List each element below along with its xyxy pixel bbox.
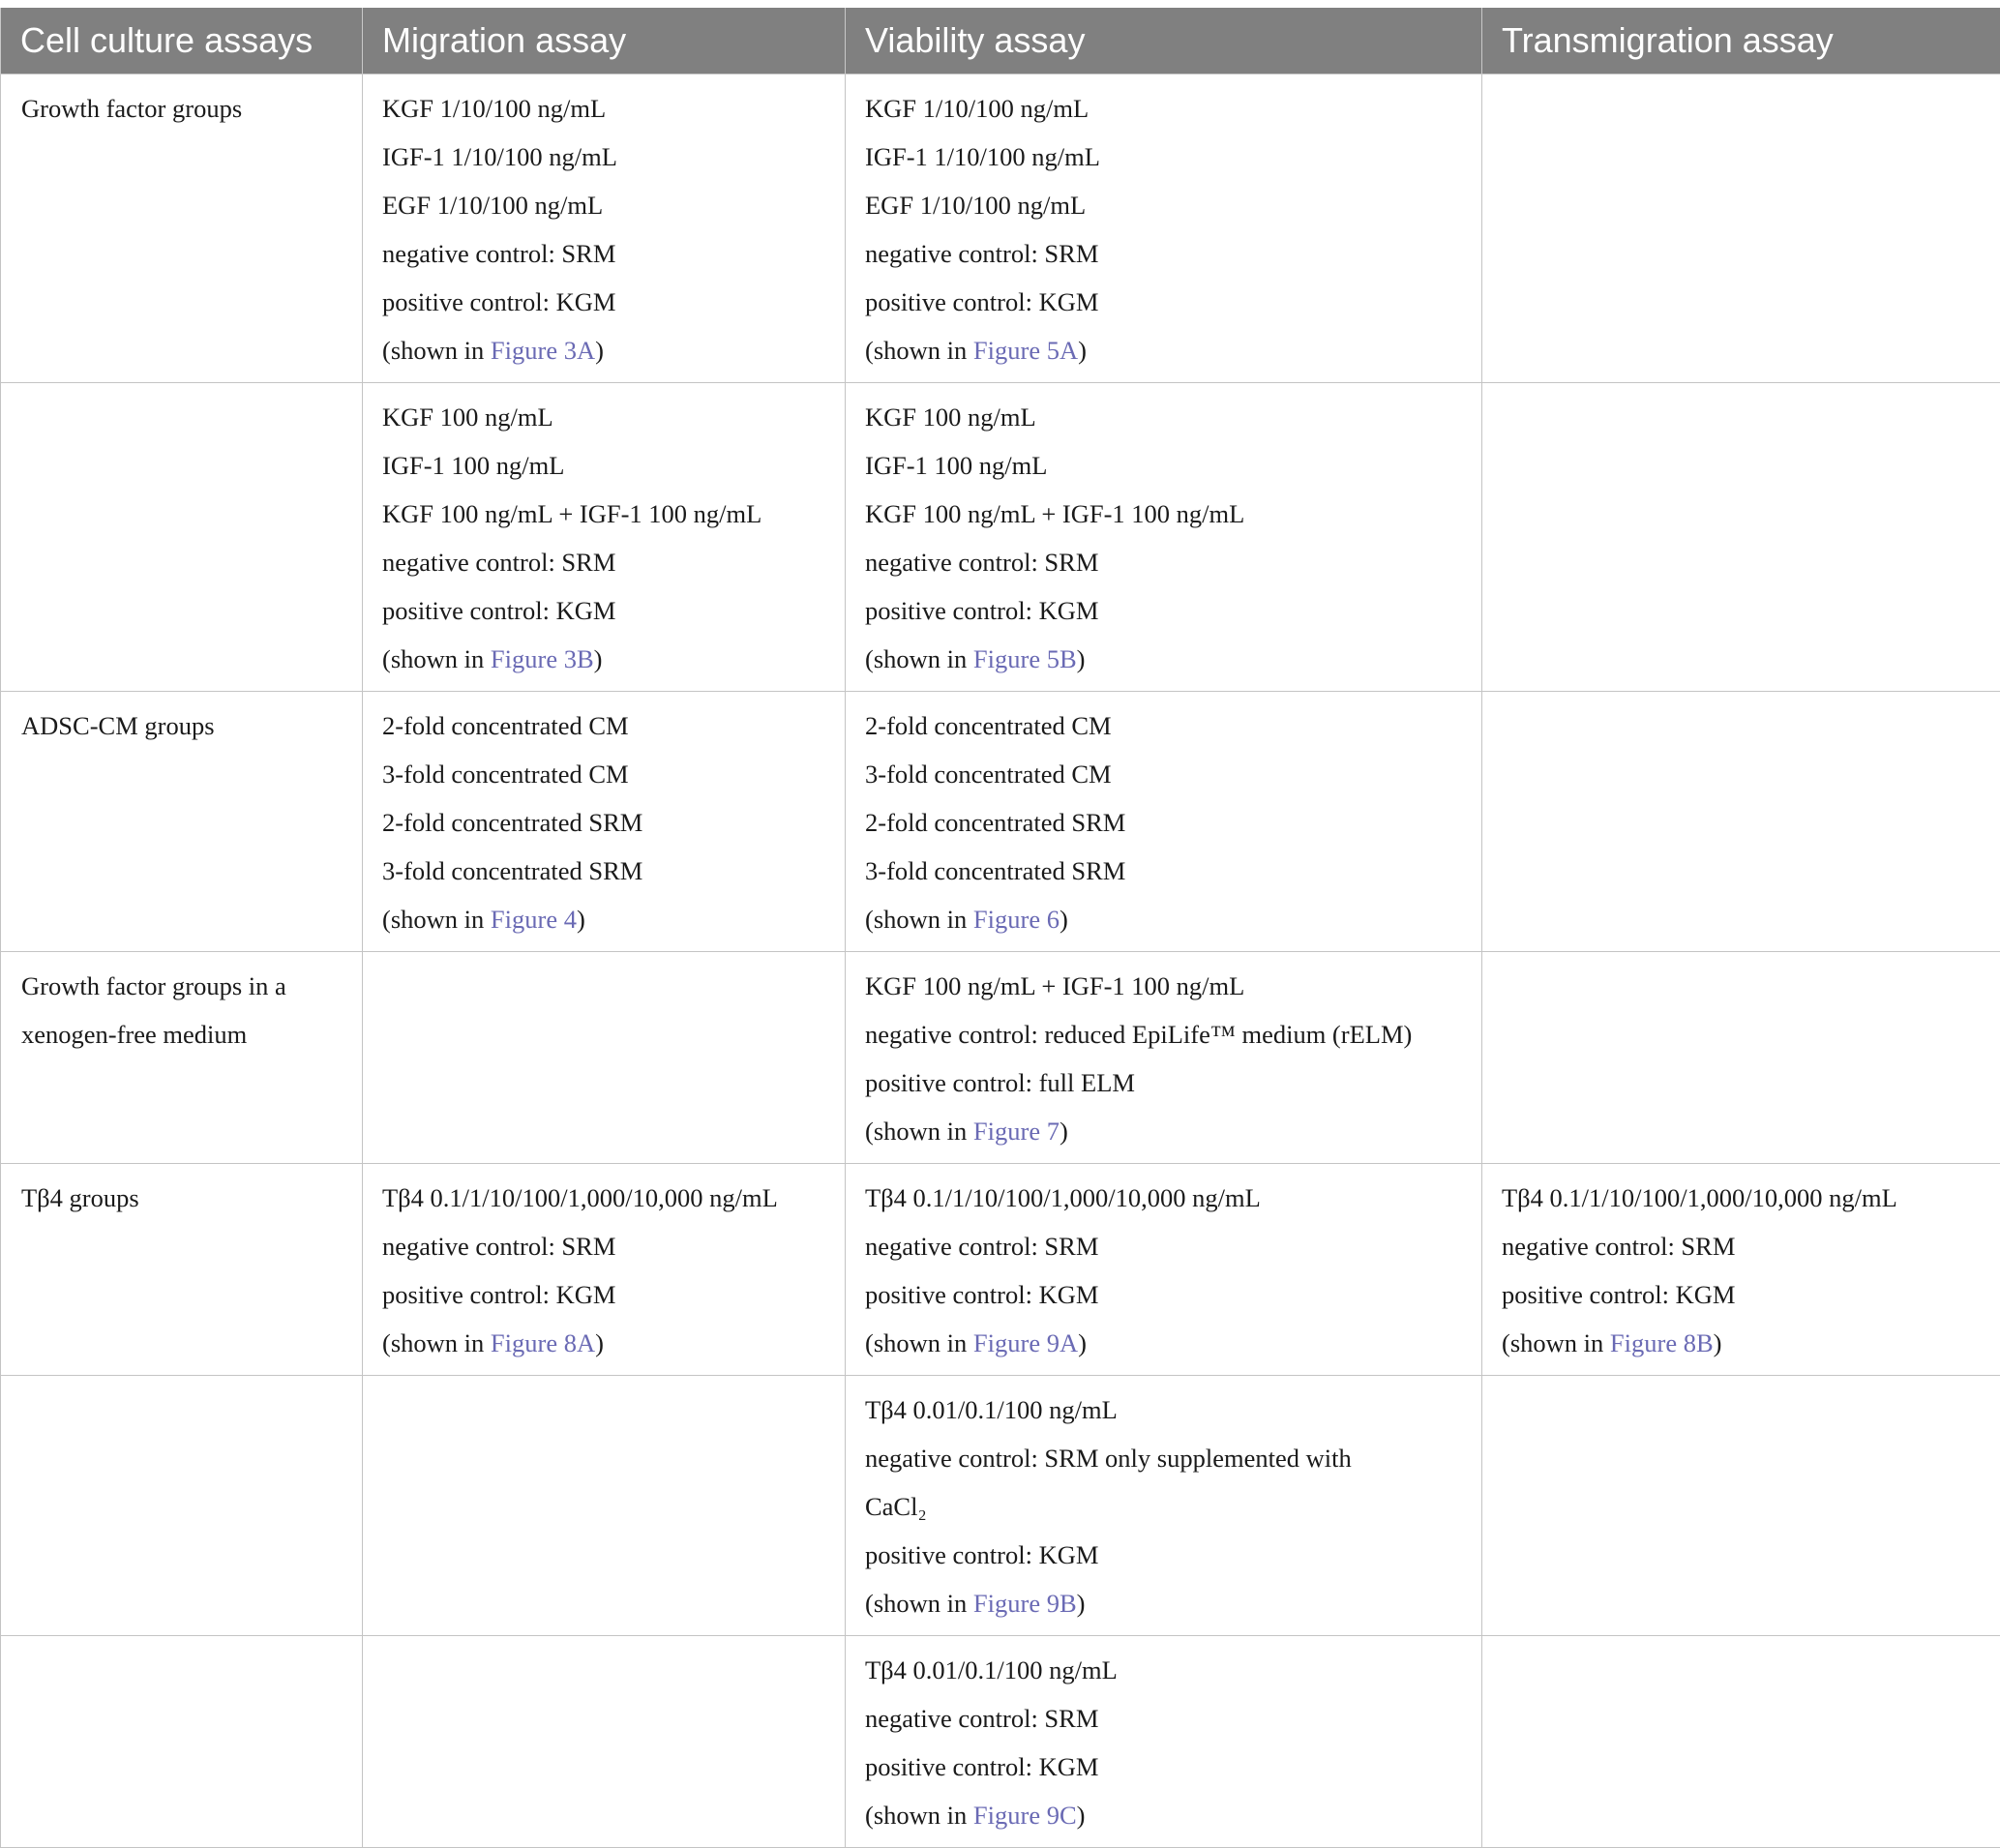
table-row: [1, 383, 2000, 692]
group-label: xenogen-free medium: [21, 1010, 343, 1058]
condition-line: KGF 1/10/100 ng/mL: [865, 84, 1462, 133]
condition-line: 3-fold concentrated CM: [865, 750, 1462, 798]
figure-link[interactable]: Figure 3A: [491, 336, 595, 365]
condition-line: positive control: KGM: [382, 586, 825, 635]
figure-link[interactable]: Figure 5A: [973, 336, 1078, 365]
shown-in-note: [865, 1319, 1462, 1367]
migration-cell: [363, 1164, 846, 1376]
condition-line: IGF-1 100 ng/mL: [382, 441, 825, 490]
assay-table: [0, 8, 2000, 1848]
condition-line: negative control: reduced EpiLife™ medium (rELM): [865, 1010, 1462, 1058]
viability-cell: [846, 1164, 1482, 1376]
figure-link[interactable]: Figure 4: [491, 905, 577, 934]
condition-line: KGF 100 ng/mL: [382, 393, 825, 441]
group-label: ADSC-CM groups: [21, 701, 343, 750]
figure-link[interactable]: Figure 9B: [973, 1589, 1077, 1618]
shown-in-note: [865, 895, 1462, 943]
shown-in-prefix: (shown in: [382, 905, 491, 934]
viability-cell: [846, 383, 1482, 692]
condition-line: 2-fold concentrated CM: [382, 701, 825, 750]
condition-line: Tβ4 0.1/1/10/100/1,000/10,000 ng/mL: [382, 1174, 825, 1222]
group-cell: [1, 1164, 363, 1376]
transmigration-cell: [1482, 692, 2000, 952]
shown-in-note: [865, 1791, 1462, 1839]
condition-line: positive control: KGM: [382, 1270, 825, 1319]
condition-line: 3-fold concentrated SRM: [865, 847, 1462, 895]
condition-line: KGF 100 ng/mL: [865, 393, 1462, 441]
shown-in-note: [865, 1107, 1462, 1155]
transmigration-cell: [1482, 1164, 2000, 1376]
shown-in-note: [382, 1319, 825, 1367]
shown-in-suffix: ): [1060, 1117, 1068, 1146]
condition-line: negative control: SRM: [865, 1694, 1462, 1743]
condition-line: 3-fold concentrated CM: [382, 750, 825, 798]
group-label: Growth factor groups: [21, 84, 343, 133]
migration-cell: [363, 952, 846, 1164]
condition-line: positive control: KGM: [865, 278, 1462, 326]
condition-line: positive control: KGM: [865, 1531, 1462, 1579]
shown-in-suffix: ): [1077, 1589, 1086, 1618]
condition-line: KGF 100 ng/mL + IGF-1 100 ng/mL: [865, 490, 1462, 538]
condition-line: Tβ4 0.1/1/10/100/1,000/10,000 ng/mL: [865, 1174, 1462, 1222]
group-cell: [1, 383, 363, 692]
shown-in-note: [865, 1579, 1462, 1627]
viability-cell: [846, 75, 1482, 383]
header-cell-culture-assays: Cell culture assays: [1, 8, 363, 75]
shown-in-note: [382, 635, 825, 683]
shown-in-note: [865, 635, 1462, 683]
header-viability-assay: Viability assay: [846, 8, 1482, 75]
table-row: [1, 1164, 2000, 1376]
condition-line: negative control: SRM: [382, 538, 825, 586]
condition-line: positive control: KGM: [865, 1743, 1462, 1791]
condition-line: positive control: KGM: [865, 1270, 1462, 1319]
condition-line: Tβ4 0.1/1/10/100/1,000/10,000 ng/mL: [1502, 1174, 1981, 1222]
shown-in-note: [382, 895, 825, 943]
header-transmigration-assay: Transmigration assay: [1482, 8, 2000, 75]
transmigration-cell: [1482, 952, 2000, 1164]
shown-in-prefix: (shown in: [1502, 1328, 1610, 1357]
shown-in-note: [1502, 1319, 1981, 1367]
shown-in-suffix: ): [1078, 1328, 1087, 1357]
group-cell: [1, 75, 363, 383]
shown-in-prefix: (shown in: [865, 336, 973, 365]
shown-in-suffix: ): [1714, 1328, 1722, 1357]
transmigration-cell: [1482, 1376, 2000, 1636]
migration-cell: [363, 692, 846, 952]
condition-line: negative control: SRM: [865, 538, 1462, 586]
group-cell: [1, 1376, 363, 1636]
figure-link[interactable]: Figure 3B: [491, 644, 594, 673]
condition-line: negative control: SRM: [382, 1222, 825, 1270]
figure-link[interactable]: Figure 8A: [491, 1328, 595, 1357]
transmigration-cell: [1482, 75, 2000, 383]
condition-line: negative control: SRM: [865, 1222, 1462, 1270]
shown-in-prefix: (shown in: [382, 336, 491, 365]
table-row: [1, 1376, 2000, 1636]
shown-in-suffix: ): [577, 905, 585, 934]
condition-line: 2-fold concentrated CM: [865, 701, 1462, 750]
shown-in-suffix: ): [595, 336, 604, 365]
condition-line: positive control: full ELM: [865, 1058, 1462, 1107]
figure-link[interactable]: Figure 7: [973, 1117, 1060, 1146]
shown-in-prefix: (shown in: [865, 1117, 973, 1146]
table-row: [1, 75, 2000, 383]
group-cell: [1, 952, 363, 1164]
condition-line: Tβ4 0.01/0.1/100 ng/mL: [865, 1386, 1462, 1434]
table-header-row: [1, 8, 2000, 75]
table-row: [1, 952, 2000, 1164]
condition-line: negative control: SRM: [1502, 1222, 1981, 1270]
condition-line: KGF 100 ng/mL + IGF-1 100 ng/mL: [865, 962, 1462, 1010]
condition-line: IGF-1 1/10/100 ng/mL: [382, 133, 825, 181]
condition-line: KGF 1/10/100 ng/mL: [382, 84, 825, 133]
group-cell: [1, 692, 363, 952]
condition-line: EGF 1/10/100 ng/mL: [382, 181, 825, 229]
shown-in-note: [382, 326, 825, 374]
migration-cell: [363, 75, 846, 383]
condition-line: negative control: SRM: [382, 229, 825, 278]
figure-link[interactable]: Figure 8B: [1610, 1328, 1714, 1357]
shown-in-suffix: ): [1077, 1801, 1086, 1830]
shown-in-suffix: ): [595, 1328, 604, 1357]
migration-cell: [363, 1376, 846, 1636]
viability-cell: [846, 952, 1482, 1164]
figure-link[interactable]: Figure 5B: [973, 644, 1077, 673]
shown-in-suffix: ): [1060, 905, 1068, 934]
condition-line: negative control: SRM only supplemented with: [865, 1434, 1462, 1482]
viability-cell: [846, 692, 1482, 952]
figure-link[interactable]: Figure 9A: [973, 1328, 1078, 1357]
condition-line: IGF-1 100 ng/mL: [865, 441, 1462, 490]
shown-in-suffix: ): [594, 644, 603, 673]
condition-line: CaCl₂: [865, 1482, 1462, 1531]
shown-in-prefix: (shown in: [865, 905, 973, 934]
viability-cell: [846, 1376, 1482, 1636]
shown-in-suffix: ): [1077, 644, 1086, 673]
shown-in-prefix: (shown in: [382, 1328, 491, 1357]
condition-line: positive control: KGM: [382, 278, 825, 326]
shown-in-suffix: ): [1078, 336, 1087, 365]
condition-line: positive control: KGM: [865, 586, 1462, 635]
figure-link[interactable]: Figure 6: [973, 905, 1060, 934]
condition-line: 3-fold concentrated SRM: [382, 847, 825, 895]
condition-line: positive control: KGM: [1502, 1270, 1981, 1319]
shown-in-prefix: (shown in: [382, 644, 491, 673]
shown-in-note: [865, 326, 1462, 374]
group-label: Tβ4 groups: [21, 1174, 343, 1222]
condition-line: 2-fold concentrated SRM: [382, 798, 825, 847]
transmigration-cell: [1482, 383, 2000, 692]
shown-in-prefix: (shown in: [865, 1801, 973, 1830]
group-label: Growth factor groups in a: [21, 962, 343, 1010]
condition-line: Tβ4 0.01/0.1/100 ng/mL: [865, 1646, 1462, 1694]
shown-in-prefix: (shown in: [865, 1328, 973, 1357]
condition-line: negative control: SRM: [865, 229, 1462, 278]
condition-line: EGF 1/10/100 ng/mL: [865, 181, 1462, 229]
shown-in-prefix: (shown in: [865, 644, 973, 673]
condition-line: KGF 100 ng/mL + IGF-1 100 ng/mL: [382, 490, 825, 538]
migration-cell: [363, 383, 846, 692]
table-row: [1, 692, 2000, 952]
condition-line: IGF-1 1/10/100 ng/mL: [865, 133, 1462, 181]
header-migration-assay: Migration assay: [363, 8, 846, 75]
shown-in-prefix: (shown in: [865, 1589, 973, 1618]
condition-line: 2-fold concentrated SRM: [865, 798, 1462, 847]
figure-link[interactable]: Figure 9C: [973, 1801, 1077, 1830]
